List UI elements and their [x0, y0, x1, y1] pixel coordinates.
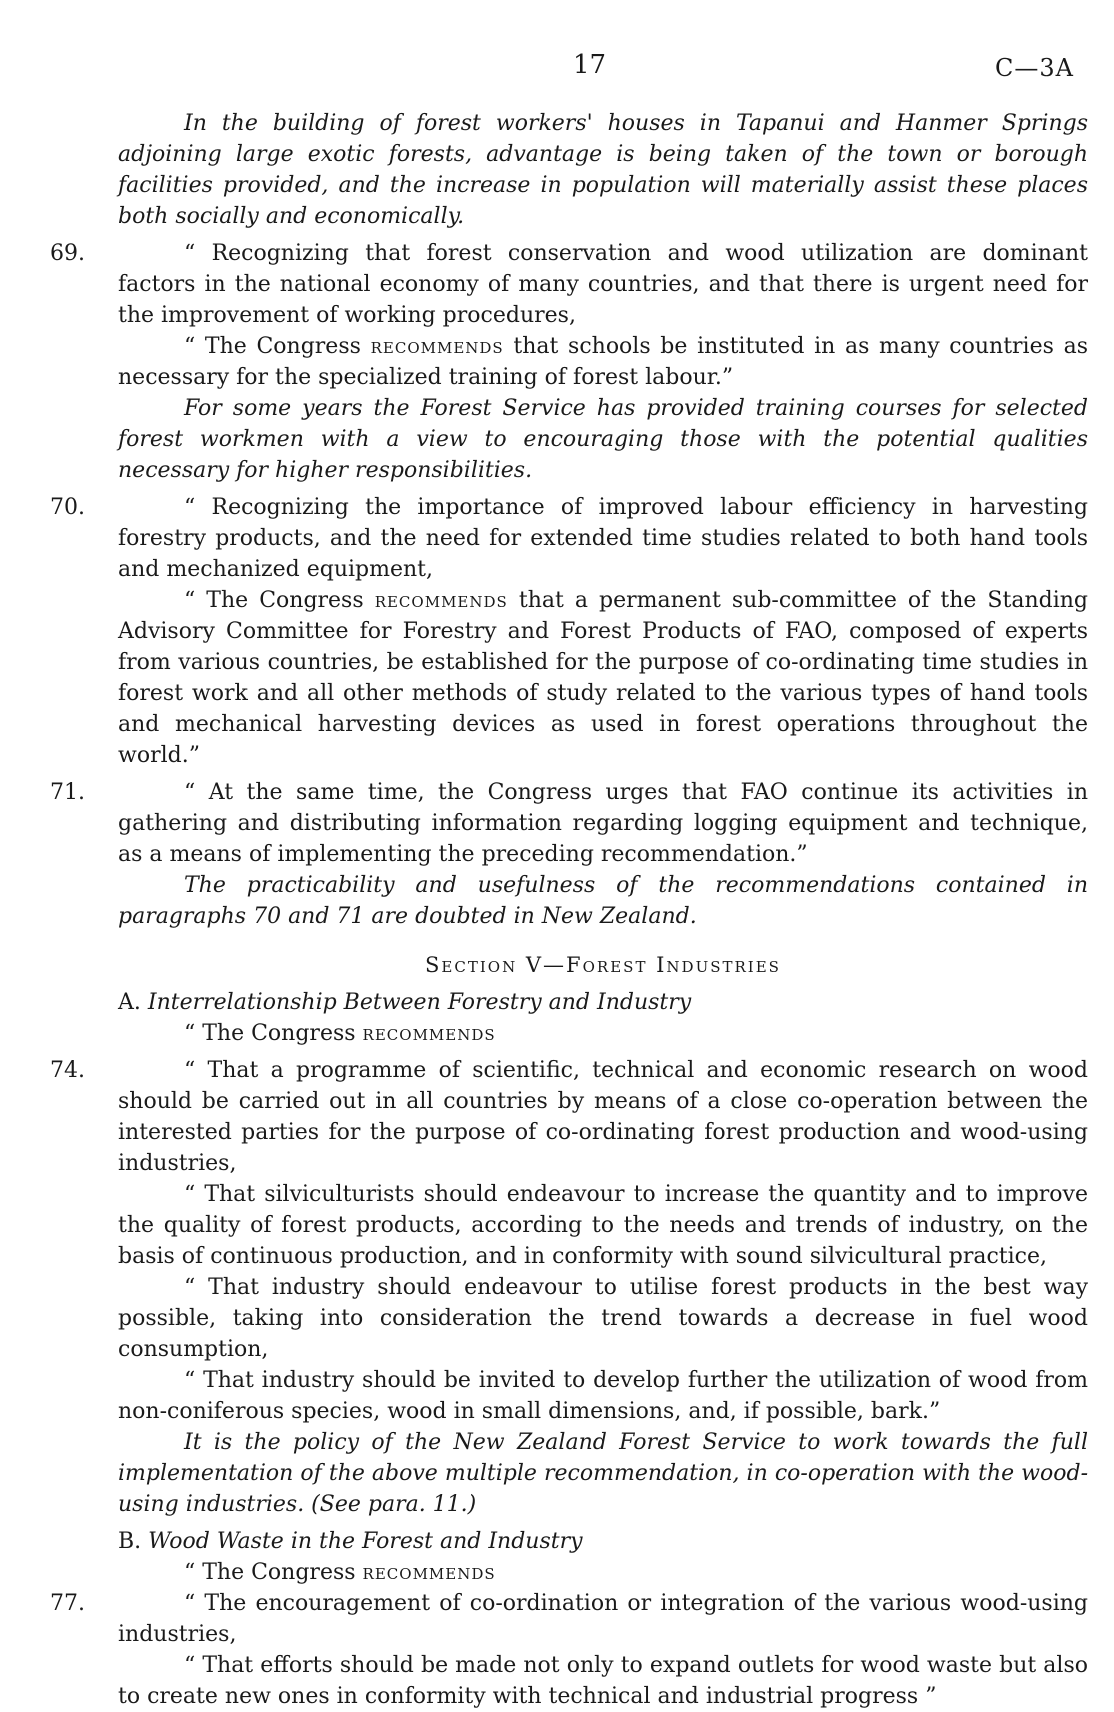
paragraph-77	[50, 1588, 1088, 1650]
paragraph-number: 69.	[50, 241, 85, 266]
recommendation-text	[118, 331, 1088, 393]
nz-note: The practicability and usefulness of the recommendations contained in paragraphs 70 and 71 are doubted in New Zealand.	[118, 873, 1088, 929]
intro-note: In the building of forest workers' houses in Tapanui and Hanmer Springs adjoining large exotic forests, advantage is being taken of the town or borough facilities provided, and the increase in population will materially assist these places both socially and economically.	[118, 111, 1088, 229]
congress-line	[118, 1018, 1088, 1049]
paragraph-text: “ The encouragement of co-ordination or integration of the various wood-using industries,	[118, 1591, 1088, 1647]
subsection-b-heading	[118, 1526, 1088, 1557]
subsection-letter: A.	[118, 990, 141, 1015]
paragraph-text: “ That industry should be invited to develop further the utilization of wood from non-coniferous species, wood in small dimensions, and, if possible, bark.”	[118, 1368, 1088, 1424]
paragraph-number: 77.	[50, 1591, 85, 1616]
subsection-title: Wood Waste in the Forest and Industry	[148, 1529, 583, 1554]
recommends-keyword: recommends	[362, 1560, 496, 1585]
recommends-keyword: recommends	[370, 334, 504, 359]
paragraph-70	[50, 492, 1088, 585]
document-reference: C—3A	[995, 54, 1074, 82]
subsection-title: Interrelationship Between Forestry and Industry	[147, 990, 692, 1015]
paragraph-69	[50, 238, 1088, 331]
congress-prefix: “ The Congress	[184, 1560, 363, 1585]
congress-prefix: “ The Congress	[184, 588, 375, 613]
page-header	[0, 50, 1114, 90]
recommendation-body: that a permanent sub-committee of the Standing Advisory Committee for Forestry and Forest Products of FAO, composed of experts from various countries, be established for the purpose of co-ordinating time studies in forest work and all other methods of study related to the various types of hand tools and mechanical harvesting devices as used in forest operations throughout the world.”	[118, 588, 1088, 768]
paragraph-number: 70.	[50, 495, 85, 520]
nz-note: For some years the Forest Service has provided training courses for selected forest workmen with a view to encouraging those with the potential qualities necessary for higher responsibilities.	[118, 396, 1088, 483]
recommendation-body: that schools be instituted in as many countries as necessary for the specialized training of forest labour.”	[118, 334, 1088, 390]
paragraph-number: 71.	[50, 780, 85, 805]
paragraph-71	[50, 777, 1088, 870]
subsection-letter: B.	[118, 1529, 142, 1554]
section-title: Section V—Forest Industries	[425, 953, 781, 977]
paragraph-74	[50, 1055, 1088, 1179]
congress-prefix: “ The Congress	[184, 1021, 363, 1046]
paragraph-text: “ Recognizing that forest conservation and wood utilization are dominant factors in the national economy of many countries, and that there is urgent need for the improvement of working procedures,	[118, 241, 1088, 328]
recommendation-text	[118, 585, 1088, 771]
paragraph-text: “ At the same time, the Congress urges that FAO continue its activities in gathering and distributing information regarding logging equipment and technique, as a means of implementing the preceding recommendation.”	[118, 780, 1088, 867]
paragraph-text: “ That efforts should be made not only to expand outlets for wood waste but also to create new ones in conformity with technical and industrial progress ”	[118, 1653, 1088, 1709]
paragraph-text: “ Recognizing the importance of improved labour efficiency in harvesting forestry products, and the need for extended time studies related to both hand tools and mechanized equipment,	[118, 495, 1088, 582]
paragraph-text: “ That industry should endeavour to utilise forest products in the best way possible, taking into consideration the trend towards a decrease in fuel wood consumption,	[118, 1275, 1088, 1362]
nz-note: It is the policy of the New Zealand Forest Service to work towards the full implementation of the above multiple recommendation, in co-operation with the wood-using industries. (See para. 11.)	[118, 1430, 1088, 1517]
congress-prefix: “ The Congress	[184, 334, 371, 359]
congress-line	[118, 1557, 1088, 1588]
subsection-a-heading	[118, 987, 1088, 1018]
paragraph-text: “ That silviculturists should endeavour to increase the quantity and to improve the quality of forest products, according to the needs and trends of industry, on the basis of continuous production, and in conformity with sound silvicultural practice,	[118, 1182, 1088, 1269]
page-number: 17	[573, 50, 607, 80]
paragraph-number: 74.	[50, 1058, 85, 1083]
paragraph-text: “ That a programme of scientific, technical and economic research on wood should be carried out in all countries by means of a close co-operation between the interested parties for the purpose of co-ordinating forest production and wood-using industries,	[118, 1058, 1088, 1176]
recommends-keyword: recommends	[374, 588, 508, 613]
recommends-keyword: recommends	[362, 1021, 496, 1046]
page-body	[50, 108, 1088, 1712]
